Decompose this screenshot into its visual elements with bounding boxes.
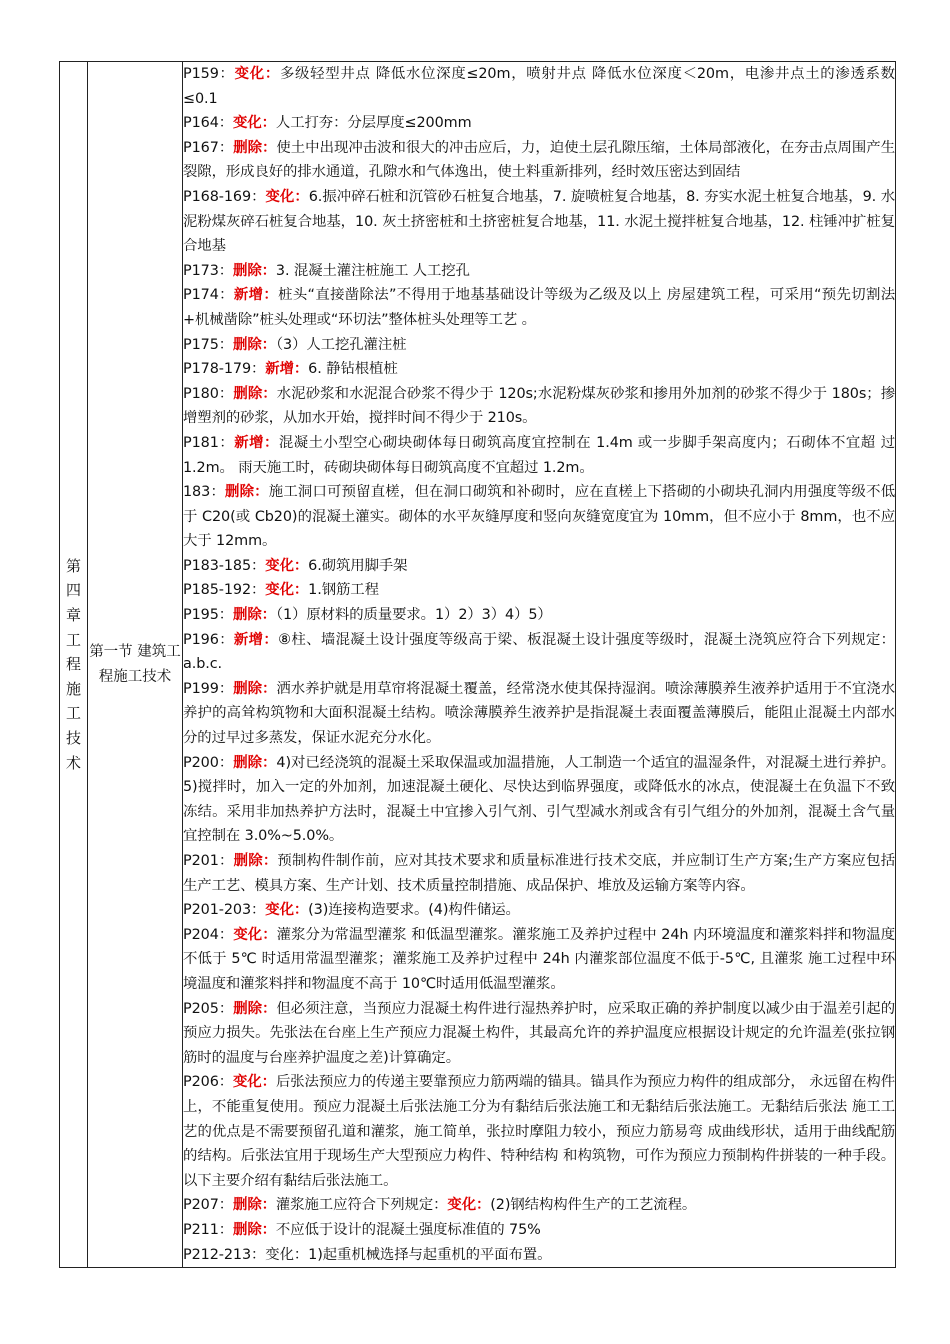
section-cell	[88, 62, 183, 1268]
entry-text: 4)对已经浇筑的混凝土采取保温或加温措施，人工制造一个适宜的温湿条件，对混凝土进行养护。5)搅拌时，加入一定的外加剂，加速混凝土硬化、尽快达到临界强度，或降低水的冰点，使混凝土在负温下不致冻结。采用非加热养护方法时，混凝土中宜掺入引气剂、引气型减水剂或含有引气组分的外加剂，混凝土含气量宜控制在 3.0%~5.0%。	[183, 754, 896, 845]
entry-page: 183：	[183, 484, 226, 501]
chapter-char: 施	[65, 679, 81, 698]
chapter-char: 技	[65, 729, 81, 748]
entry-p159	[183, 62, 895, 111]
entry-page: P211：	[183, 1221, 234, 1238]
entry-text: ⑧柱、墙混凝土设计强度等级高于梁、板混凝土设计强度等级时，混凝土浇筑应符合下列规定：a.b.c.	[183, 631, 895, 673]
entry-page: P168-169：	[183, 188, 266, 205]
entry-text: 变化：1)起重机械选择与起重机的平面布置。	[265, 1246, 552, 1263]
entry-tag: 变化：	[265, 188, 309, 205]
entry-p195	[183, 603, 895, 628]
entry-page: P195：	[183, 607, 234, 624]
entry-p199	[183, 677, 895, 751]
entry-page: P174：	[183, 287, 234, 304]
entry-tag: 删除：	[225, 484, 269, 501]
entry-p178-179	[183, 357, 895, 382]
entry-p164	[183, 111, 895, 136]
entry-p206	[183, 1070, 895, 1193]
entry-page: P204：	[183, 926, 234, 943]
entry-page: P201-203：	[183, 902, 266, 919]
entry-tag: 删除：	[233, 1197, 276, 1214]
entry-text: （3）人工挖孔灌注桩	[275, 336, 407, 353]
entry-p211	[183, 1218, 895, 1243]
entry-text-secondary: (2)钢结构构件生产的工艺流程。	[490, 1197, 697, 1214]
entry-text: 6.砌筑用脚手架	[308, 557, 408, 574]
entry-text: 6.振冲碎石桩和沉管砂石桩复合地基，7. 旋喷桩复合地基，8. 夯实水泥土桩复合地基，9. 水泥粉煤灰碎石桩复合地基，10. 灰土挤密桩和土挤密桩复合地基，11. 水泥土搅拌桩复合地基，12. 柱锤冲扩桩复合地基	[183, 188, 895, 255]
entry-tag: 删除：	[233, 754, 277, 771]
entry-p201	[183, 849, 895, 898]
entry-page: P185-192：	[183, 582, 266, 599]
entry-p212-213	[183, 1243, 895, 1268]
entry-text: 灌浆分为常温型灌浆 和低温型灌浆。灌浆施工及养护过程中 24h 内环境温度和灌浆料拌和物温度不低于 5℃ 时适用常温型灌浆；灌浆施工及养护过程中 24h 内灌浆部位温度不低于-5℃, 且灌浆 施工过程中环境温度和灌浆料拌和物温度不高于 10℃时适用低温型灌浆。	[183, 926, 895, 992]
entry-p183	[183, 480, 895, 554]
entry-tag: 变化：	[265, 557, 309, 574]
entry-page: P164：	[183, 115, 234, 132]
chapter-char: 章	[65, 606, 81, 625]
entry-tag: 新增：	[234, 434, 279, 451]
table-row	[60, 62, 896, 1268]
entry-page: P196：	[183, 631, 234, 648]
entry-text: 人工打夯：分层厚度≤200mm	[275, 115, 472, 132]
entry-p168-169	[183, 185, 895, 259]
entry-text: 但必须注意，当预应力混凝土构件进行湿热养护时，应采取正确的养护制度以减少由于温差引起的预应力损失。先张法在台座上生产预应力混凝土构件，其最高允许的养护温度应根据设计规定的允许温差(张拉钢筋时的温度与台座养护温度之差)计算确定。	[183, 1000, 895, 1066]
entry-tag-secondary: 变化：	[447, 1197, 491, 1214]
entry-page: P199：	[183, 680, 234, 697]
entry-text: 多级轻型井点 降低水位深度≤20m，喷射井点 降低水位深度＜20m，电渗井点土的渗透系数≤0.1	[183, 66, 895, 107]
entry-tag: 删除：	[233, 853, 278, 869]
entry-page: P175：	[183, 336, 234, 353]
entry-p173	[183, 259, 895, 284]
entry-page: P207：	[183, 1197, 234, 1214]
entry-p200	[183, 751, 895, 849]
entry-page: P206：	[183, 1074, 234, 1091]
entry-text: 灌浆施工应符合下列规定：	[275, 1197, 448, 1214]
entry-page: P200：	[183, 754, 234, 771]
entry-tag: 删除：	[233, 680, 277, 697]
chapter-char: 工	[65, 704, 81, 723]
entry-text: 水泥砂浆和水泥混合砂浆不得少于 120s;水泥粉煤灰砂浆和掺用外加剂的砂浆不得少于 180s；掺增塑剂的砂浆，从加水开始，搅拌时间不得少于 210s。	[183, 385, 895, 427]
entry-text: 使土中出现冲击波和很大的冲击应后，力，迫使土层孔隙压缩，土体局部液化，在夯击点周围产生裂隙，形成良好的排水通道，孔隙水和气体逸出，使土料重新排列，经时效压密达到固结	[183, 139, 895, 181]
entry-page: P205：	[183, 1000, 234, 1017]
entry-tag: 变化：	[265, 582, 309, 599]
entry-text: 1.钢筋工程	[308, 582, 379, 599]
entry-p167	[183, 136, 895, 185]
entry-tag: 变化：	[234, 66, 280, 82]
chapter-char: 工	[65, 630, 81, 649]
entry-text: (3)连接构造要求。(4)构件储运。	[308, 902, 520, 919]
entry-tag: 新增：	[265, 361, 309, 378]
chapter-char: 术	[65, 753, 81, 772]
entry-p201-203	[183, 898, 895, 923]
entry-tag: 删除：	[233, 385, 277, 402]
entry-tag: 删除：	[233, 336, 276, 353]
entry-page: P173：	[183, 262, 234, 279]
entry-tag: 变化：	[233, 115, 276, 132]
entry-p181	[183, 431, 895, 480]
entry-text: 3. 混凝土灌注桩施工 人工挖孔	[275, 262, 470, 279]
chapter-cell	[60, 62, 88, 1268]
entry-text: 后张法预应力的传递主要靠预应力筋两端的锚具。锚具作为预应力构件的组成部分， 永远留在构件上，不能重复使用。预应力混凝土后张法施工分为有黏结后张法施工和无黏结后张法施工。无黏结后张法 施工工艺的优点是不需要预留孔道和灌浆，施工简单，张拉时摩阻力较小，预应力筋易弯 成曲线形状，适用于曲线配筋的结构。后张法宜用于现场生产大型预应力构件、特种结构 和构筑物，可作为预应力预制构件拼装的一种手段。以下主要介绍有黏结后张法施工。	[183, 1074, 895, 1189]
entry-text: 预制构件制作前，应对其技术要求和质量标准进行技术交底，并应制订生产方案;生产方案应包括生产工艺、模具方案、生产计划、技术质量控制措施、成品保护、堆放及运输方案等内容。	[183, 853, 895, 894]
entry-p204	[183, 923, 895, 997]
entry-page: P159：	[183, 66, 235, 82]
entry-page: P183-185：	[183, 557, 266, 574]
entry-tag: 删除：	[233, 262, 276, 279]
entry-tag: 删除：	[233, 1221, 276, 1238]
entry-text: 混凝土小型空心砌块砌体每日砌筑高度宜控制在 1.4m 或一步脚手架高度内；石砌体不宜超 过 1.2m。 雨天施工时，砖砌块砌体每日砌筑高度不宜超过 1.2m。	[183, 434, 895, 476]
entry-page: P180：	[183, 385, 234, 402]
entry-p185-192	[183, 578, 895, 603]
entry-tag: 变化：	[265, 902, 309, 919]
entry-p196	[183, 628, 895, 677]
entry-text: （1）原材料的质量要求。1）2）3）4）5）	[275, 607, 552, 624]
entry-tag: 删除：	[233, 139, 277, 156]
entry-text: 施工洞口可预留直槎，但在洞口砌筑和补砌时，应在直槎上下搭砌的小砌块孔洞内用强度等级不低于 C20(或 Cb20)的混凝土灌实。砌体的水平灰缝厚度和竖向灰缝宽度宜为 10mm，但不应小于 8mm，也不应大于 12mm。	[183, 484, 895, 550]
entry-p183-185	[183, 554, 895, 579]
entry-text: 桩头“直接凿除法”不得用于地基基础设计等级为乙级及以上 房屋建筑工程，可采用“预先切割法+机械凿除”桩头处理或“环切法”整体桩头处理等工艺 。	[183, 287, 896, 328]
entry-text: 6. 静钻根植桩	[308, 361, 398, 378]
entry-tag: 变化：	[233, 926, 277, 943]
entry-page: P178-179：	[183, 361, 266, 378]
section-title: 第一节 建筑工程施工技术	[89, 643, 181, 685]
entry-p175	[183, 333, 895, 358]
chapter-char: 第	[65, 556, 81, 575]
entry-page: P167：	[183, 139, 234, 156]
entry-p205	[183, 997, 895, 1071]
entry-p180	[183, 382, 895, 431]
chapter-char: 程	[65, 655, 81, 674]
entry-tag: 新增：	[233, 287, 279, 304]
changes-cell	[183, 62, 896, 1268]
entry-text: 不应低于设计的混凝土强度标准值的 75%	[275, 1221, 541, 1238]
chapter-char: 四	[65, 581, 81, 600]
entry-p207	[183, 1193, 895, 1218]
entry-page: P212-213：	[183, 1246, 266, 1263]
entry-page: P201：	[183, 853, 234, 869]
entry-text: 洒水养护就是用草帘将混凝土覆盖，经常浇水使其保持湿润。喷涂薄膜养生液养护适用于不宜浇水养护的高耸构筑物和大面积混凝土结构。喷涂薄膜养生液养护是指混凝土表面覆盖薄膜后，能阻止混凝土内部水分的过早过多蒸发，保证水泥充分水化。	[183, 680, 895, 747]
entry-tag: 删除：	[233, 607, 276, 624]
entry-tag: 新增：	[233, 631, 279, 648]
entry-tag: 变化：	[233, 1074, 276, 1091]
change-table	[59, 61, 896, 1268]
entry-p174	[183, 283, 895, 332]
entry-page: P181：	[183, 434, 235, 451]
entry-tag: 删除：	[233, 1000, 277, 1017]
